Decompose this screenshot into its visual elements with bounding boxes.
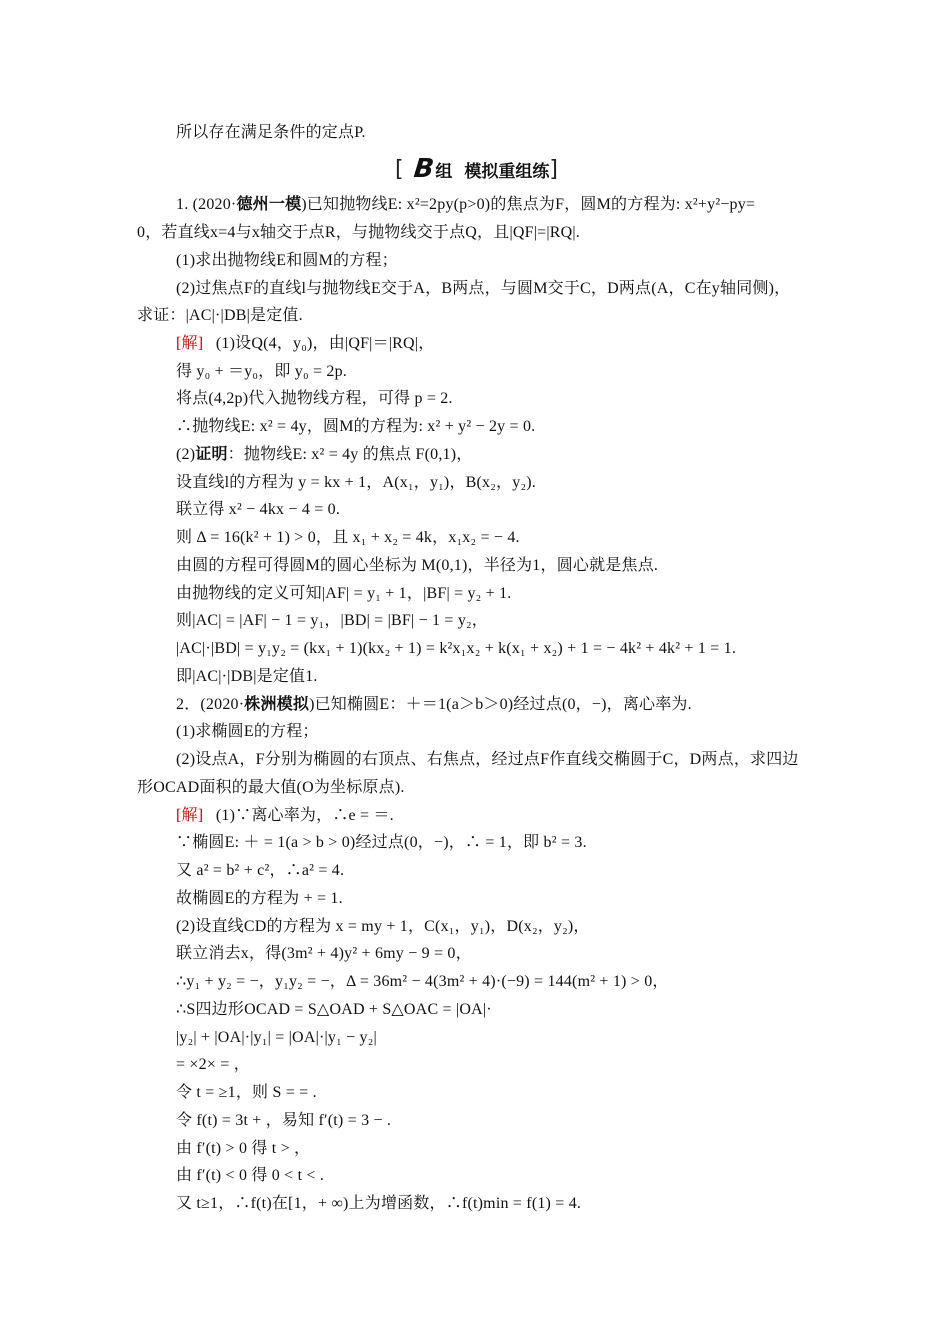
s1-text-a: (1)设Q(4，y₀)，由|QF|＝|RQ|， xyxy=(215,335,435,352)
section-letter: B xyxy=(412,154,435,184)
q2-number: 2．(2020· xyxy=(176,696,245,713)
solution-tag: [解] xyxy=(176,335,204,352)
s2-line-i: |y₂| + |OA|·|y₁| = |OA|·|y₁ − y₂| xyxy=(176,1029,377,1046)
s1-line-c: 将点(4,2p)代入抛物线方程，可得 p = 2. xyxy=(176,390,453,407)
s2-line-e: (2)设直线CD的方程为 x = my + 1，C(x₁，y₁)，D(x₂，y₂)， xyxy=(176,918,590,935)
q1-part-2-cont: 求证：|AC|·|DB|是定值. xyxy=(137,307,303,324)
s2-line-l: 令 f(t) = 3t + ，易知 f′(t) = 3 − . xyxy=(176,1112,392,1129)
s1-line-a xyxy=(176,334,434,354)
solution-tag-2: [解] xyxy=(176,807,204,824)
s2-line-n: 由 f′(t) < 0 得 0 < t < . xyxy=(176,1167,325,1184)
s1-line-e xyxy=(176,445,472,465)
q1-stem-text: )已知抛物线E: x²=2py(p>0)的焦点为F，圆M的方程为: x²+y²−py= xyxy=(301,196,756,213)
section-header xyxy=(395,155,558,183)
s1-line-d: ∴抛物线E: x² = 4y，圆M的方程为: x² + y² − 2y = 0. xyxy=(176,418,536,435)
q2-part-2-cont: 形OCAD面积的最大值(O为坐标原点). xyxy=(137,779,405,796)
s2-line-b: ∵椭圆E: ＋ = 1(a > b > 0)经过点(0，−)，∴ = 1，即 b² = 3. xyxy=(176,834,587,851)
q1-part-1: (1)求出抛物线E和圆M的方程； xyxy=(176,252,398,269)
s1-line-h: 则 Δ = 16(k² + 1) > 0，且 x₁ + x₂ = 4k，x₁x₂ = − 4. xyxy=(176,529,520,546)
q2-stem-text: )已知椭圆E：＋＝1(a＞b＞0)经过点(0，−)，离心率为. xyxy=(309,696,692,713)
s2-line-a xyxy=(176,806,394,826)
q2-part-2: (2)设点A，F分别为椭圆的右顶点、右焦点，经过点F作直线交椭圆于C，D两点，求四边 xyxy=(176,751,799,768)
s1-line-b: 得 y₀ + ＝y₀，即 y₀ = 2p. xyxy=(176,363,347,380)
s1-line-m: 即|AC|·|DB|是定值1. xyxy=(176,668,318,685)
s1-line-j: 由抛物线的定义可知|AF| = y₁ + 1，|BF| = y₂ + 1. xyxy=(176,585,512,602)
s1-part-label: (2) xyxy=(176,446,196,463)
s1-line-i: 由圆的方程可得圆M的圆心坐标为 M(0,1)，半径为1，圆心就是焦点. xyxy=(176,557,659,574)
q2-source: 株洲模拟 xyxy=(244,696,310,713)
s1-line-f: 设直线l的方程为 y = kx + 1，A(x₁，y₁)，B(x₂，y₂). xyxy=(176,474,536,491)
s2-line-f: 联立消去x，得(3m² + 4)y² + 6my − 9 = 0， xyxy=(176,945,472,962)
s2-line-h: ∴S四边形OCAD = S△OAD + S△OAC = |OA|· xyxy=(176,1001,492,1018)
q2-stem-line-1 xyxy=(176,695,692,715)
bracket-left: [ xyxy=(395,156,404,182)
s1-line-k: 则|AC| = |AF| − 1 = y₁，|BD| = |BF| − 1 = y₂， xyxy=(176,612,488,629)
q1-stem-line-1 xyxy=(176,195,755,215)
s1-line-g: 联立得 x² − 4kx − 4 = 0. xyxy=(176,501,341,518)
s2-line-c: 又 a² = b² + c²，∴a² = 4. xyxy=(176,862,345,879)
s2-line-d: 故椭圆E的方程为 + = 1. xyxy=(176,890,343,907)
s2-line-o: 又 t≥1，∴f(t)在[1，+ ∞)上为增函数，∴f(t)min = f(1) = 4. xyxy=(176,1195,582,1212)
q2-part-1: (1)求椭圆E的方程； xyxy=(176,723,319,740)
s1-text-e: ：抛物线E: x² = 4y 的焦点 F(0,1)， xyxy=(227,446,473,463)
s2-line-g: ∴y₁ + y₂ = −，y₁y₂ = −，Δ = 36m² − 4(3m² + 4)·(−9) = 144(m² + 1) > 0， xyxy=(176,973,669,990)
q1-source: 德州一模 xyxy=(236,196,302,213)
q1-stem-line-2: 0，若直线x=4与x轴交于点R，与抛物线交于点Q，且|QF|=|RQ|. xyxy=(137,224,580,241)
q1-number: 1. (2020· xyxy=(176,196,237,213)
proof-label: 证明 xyxy=(195,446,228,463)
q1-part-2: (2)过焦点F的直线l与抛物线E交于A，B两点，与圆M交于C，D两点(A，C在y轴同侧)， xyxy=(176,280,791,297)
s2-text-a: (1)∵离心率为，∴e = ＝. xyxy=(215,807,394,824)
s2-line-m: 由 f′(t) > 0 得 t > ， xyxy=(176,1140,311,1157)
s1-line-l: |AC|·|BD| = y₁y₂ = (kx₁ + 1)(kx₂ + 1) = k²x₁x₂ + k(x₁ + x₂) + 1 = − 4k² + 4k² + 1 = 1. xyxy=(176,640,737,657)
conclusion-line: 所以存在满足条件的定点P. xyxy=(176,124,366,141)
s2-line-k: 令 t = ≥1，则 S = = . xyxy=(176,1084,317,1101)
s2-line-j: = ×2× = ， xyxy=(176,1056,250,1073)
section-title: 模拟重组练 xyxy=(464,161,550,182)
bracket-right: ] xyxy=(549,156,559,182)
section-group: 组 xyxy=(435,161,453,182)
